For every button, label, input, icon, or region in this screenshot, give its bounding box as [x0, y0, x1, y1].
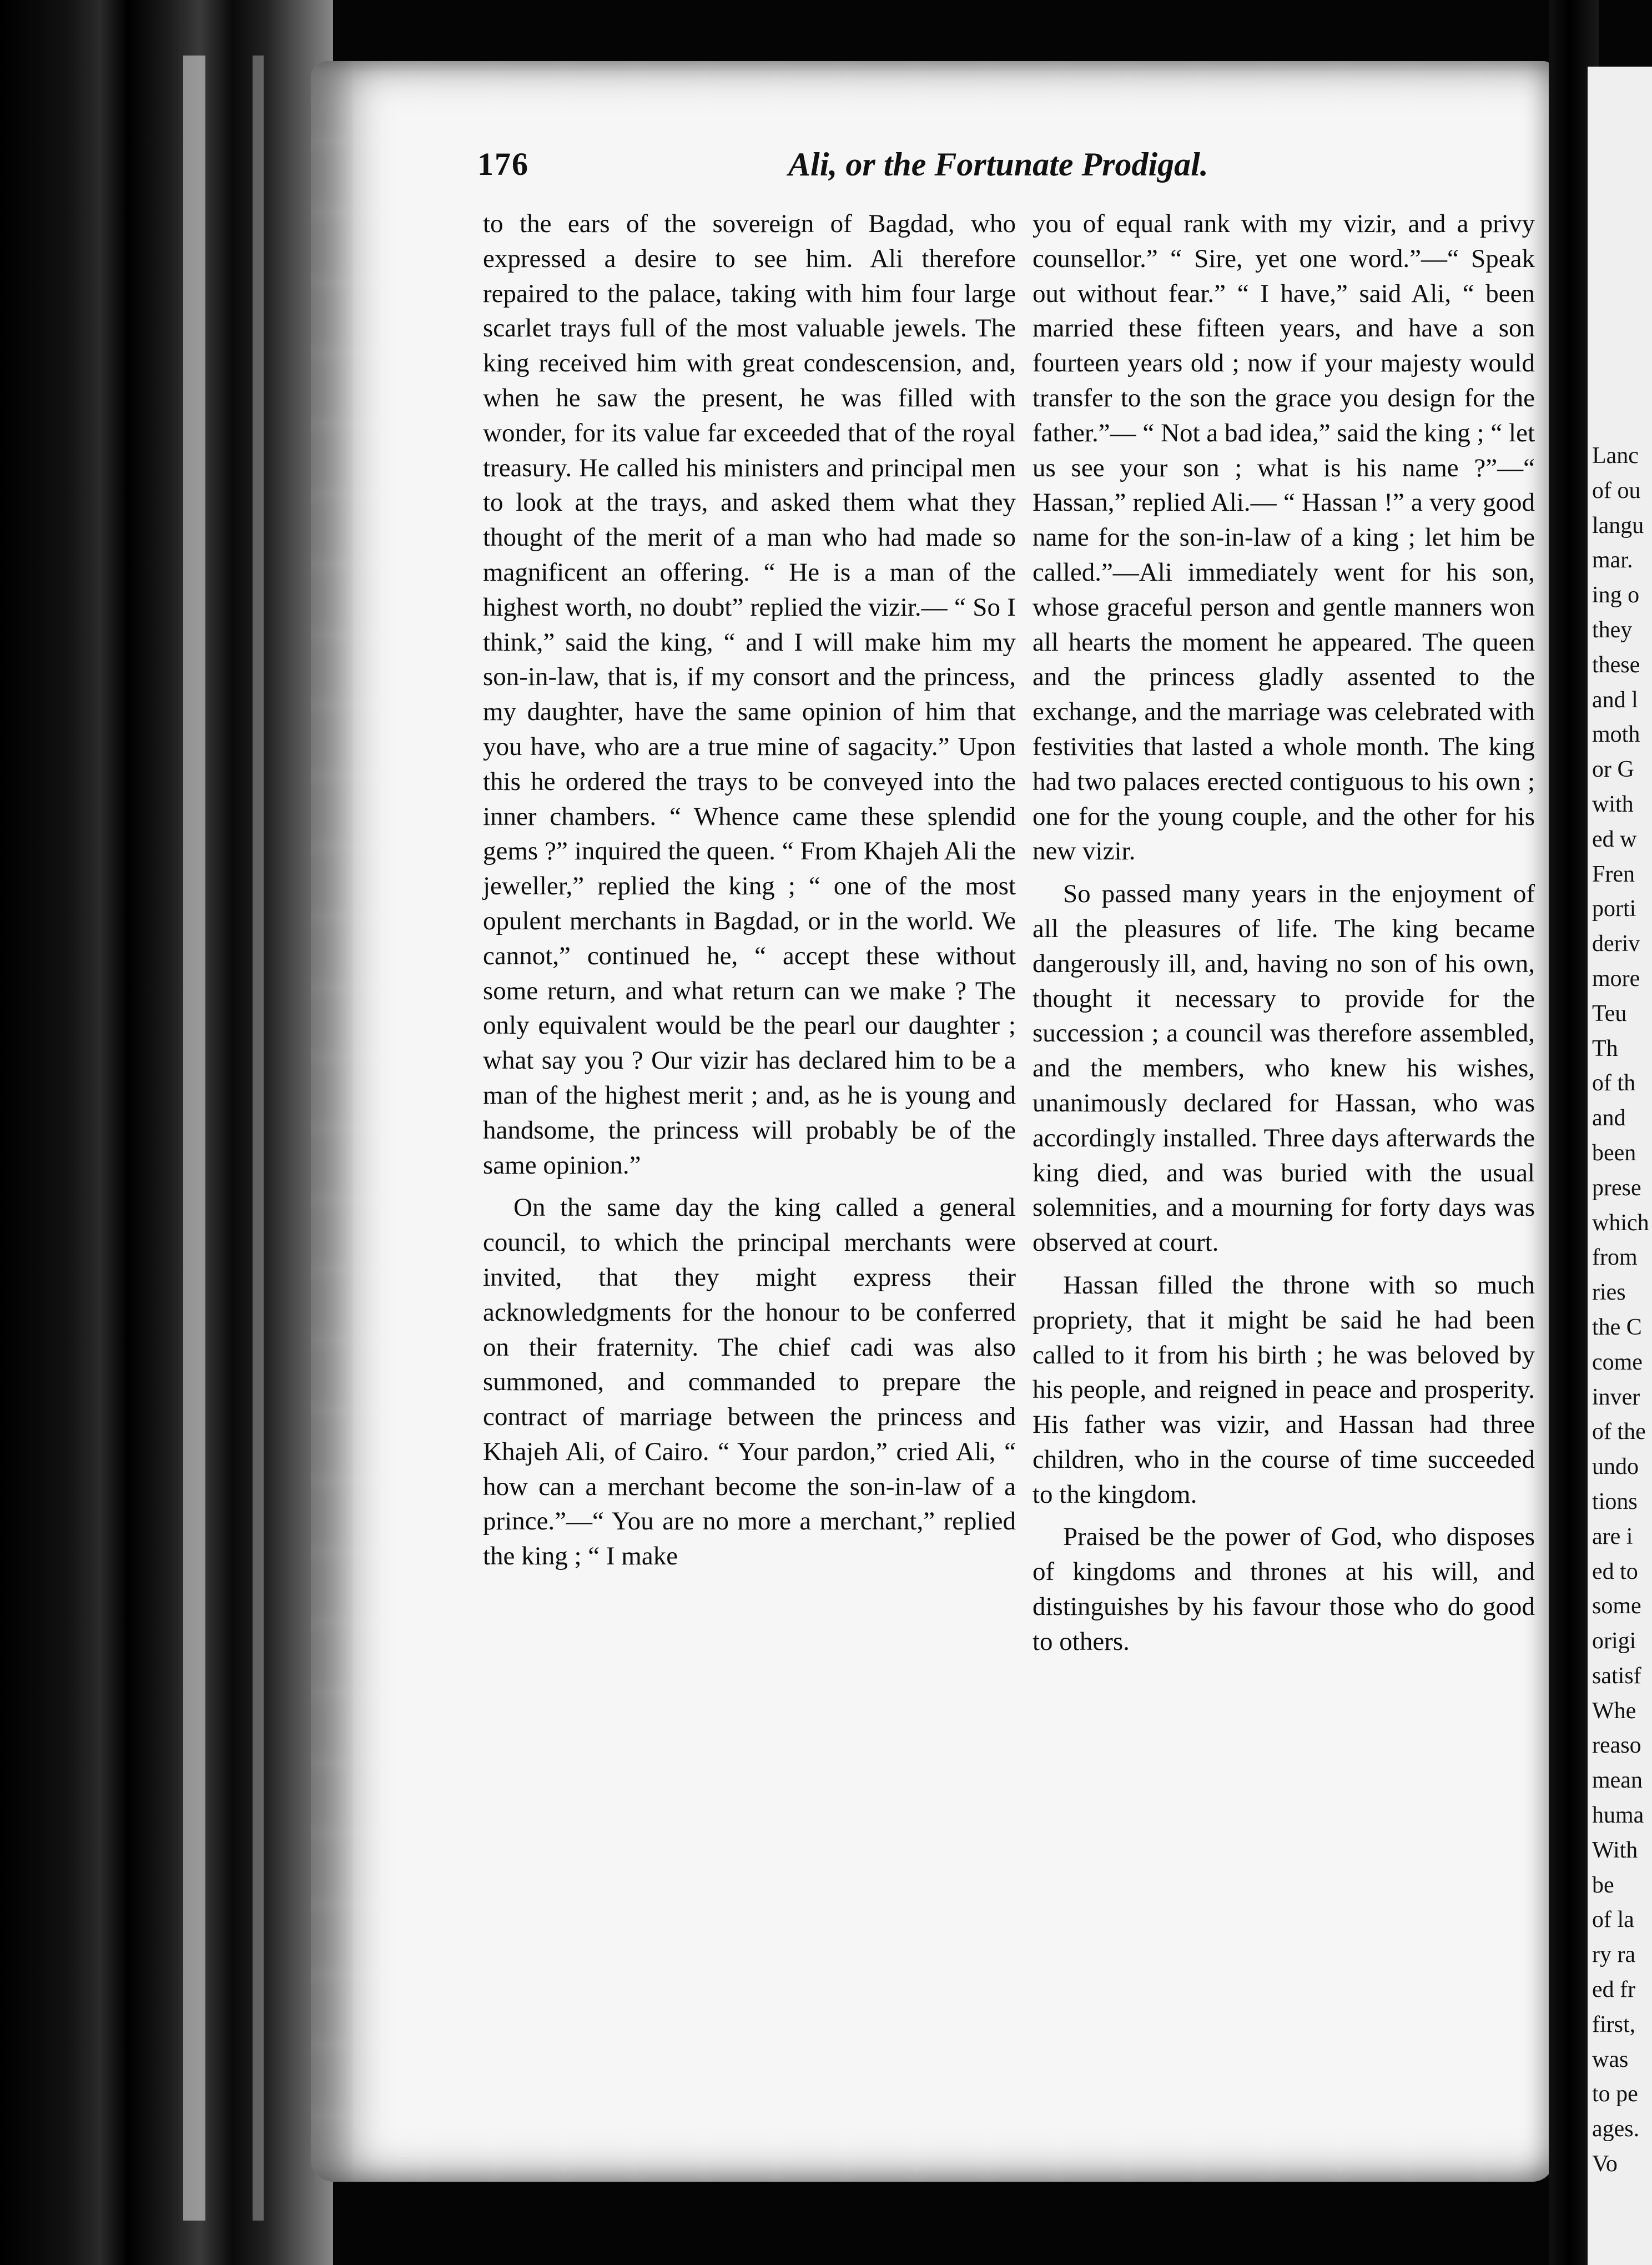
adjacent-page-line: they [1592, 617, 1633, 643]
adjacent-page-line: prese [1592, 1175, 1641, 1201]
adjacent-page-line: ed fr [1592, 1977, 1636, 2003]
page-number: 176 [477, 146, 529, 182]
page-header [477, 145, 1521, 195]
adjacent-page-line: first, [1592, 2011, 1636, 2037]
binding-highlight [183, 56, 205, 2221]
adjacent-page-line: which [1592, 1210, 1649, 1236]
adjacent-page-text [1592, 439, 1652, 2182]
adjacent-page-line: undo [1592, 1454, 1639, 1480]
adjacent-page-line: of the [1592, 1419, 1646, 1445]
adjacent-page-line: ry ra [1592, 1942, 1636, 1968]
adjacent-page-line: some [1592, 1593, 1641, 1619]
adjacent-page-line: are i [1592, 1523, 1633, 1549]
adjacent-page-line: ages. [1592, 2116, 1640, 2142]
adjacent-page-line: of la [1592, 1907, 1634, 1933]
adjacent-page-line: mean [1592, 1768, 1643, 1794]
adjacent-page-line: Teu [1592, 1000, 1627, 1026]
adjacent-page-line: be [1592, 1872, 1614, 1898]
binding-highlight [253, 56, 264, 2221]
paragraph: you of equal rank with my vizir, and a privy counsellor.” “ Sire, yet one word.”—“ Speak out without fear.” “ I have,” said Ali, “ been married these fifteen years, and have a son fourteen years old ; now if your majesty would transfer to the son the grace you design for the father.”— “ Not a bad idea,” said the king ; “ let us see your son ; what is his name ?”—“ Hassan,” replied Ali.— “ Hassan !” a very good name for the son-in-law of a king ; let him be called.”—Ali immediately went for his son, whose graceful person and gentle manners won all hearts the moment he appeared. The queen and the princess gladly assented to the exchange, and the marriage was celebrated with festivities that lasted a whole month. The king had two palaces erected contiguous to his own ; one for the young couple, and the other for his new vizir. [1032, 209, 1535, 866]
left-text-column [483, 207, 1016, 1574]
adjacent-page-line: and [1592, 1105, 1626, 1131]
adjacent-page-line: of ou [1592, 477, 1641, 504]
adjacent-page-line: ed to [1592, 1558, 1638, 1584]
adjacent-page-line: satisf [1592, 1663, 1641, 1689]
paragraph: On the same day the king called a general council, to which the principal merchants were invited, that they might express their acknowledgments for the honour to be conferred on their fraternity. The chief cadi was also summoned, and commanded to prepare the contract of marriage between the princess and Khajeh Ali, of Cairo. “ Your pardon,” cried Ali, “ how can a merchant become the son-in-law of a prince.”—“ You are no more a merchant,” replied the king ; “ I make [483, 1193, 1016, 1571]
adjacent-page-line: With [1592, 1837, 1638, 1863]
adjacent-page-line: moth [1592, 722, 1640, 748]
adjacent-page-line: from [1592, 1245, 1638, 1271]
adjacent-page-line: and l [1592, 687, 1638, 713]
adjacent-page-line: origi [1592, 1628, 1636, 1654]
adjacent-page-line: was [1592, 2046, 1629, 2072]
adjacent-page-line: been [1592, 1140, 1636, 1166]
adjacent-page-line: more [1592, 965, 1640, 991]
adjacent-page-line: deriv [1592, 931, 1640, 957]
adjacent-page-line: Fren [1592, 861, 1635, 887]
adjacent-page-line: these [1592, 652, 1640, 678]
adjacent-page-line: with [1592, 791, 1634, 817]
adjacent-page-line: the C [1592, 1314, 1642, 1340]
adjacent-page-line: Th [1592, 1035, 1618, 1061]
adjacent-page-line: of th [1592, 1070, 1636, 1096]
running-head: Ali, or the Fortunate Prodigal. [788, 146, 1208, 183]
right-text-column [1032, 207, 1535, 1659]
adjacent-page-line: tions [1592, 1488, 1638, 1514]
paragraph: Praised be the power of God, who disposes of kingdoms and thrones at his will, and distinguishes by his favour those who do good to others. [1032, 1522, 1535, 1656]
adjacent-page-line: porti [1592, 896, 1636, 922]
adjacent-page-line: ries [1592, 1280, 1626, 1306]
paragraph: So passed many years in the enjoyment of all the pleasures of life. The king became dangerously ill, and, having no son of his own, thought it necessary to provide for the succession ; a council was therefore assembled, and the members, who knew his wishes, unanimously declared for Hassan, who was accordingly installed. Three days afterwards the king died, and was buried with the usual solemnities, and a mourning for forty days was observed at court. [1032, 879, 1535, 1257]
paragraph: to the ears of the sovereign of Bagdad, who expressed a desire to see him. Ali therefore repaired to the palace, taking with him four large scarlet trays full of the most valuable jewels. The king received him with great condescension, and, when he saw the present, he was filled with wonder, for its value far exceeded that of the royal treasury. He called his ministers and principal men to look at the trays, and asked them what they thought of the merit of a man who had made so magnificent an offering. “ He is a man of the highest worth, no doubt” replied the vizir.— “ So I think,” said the king, “ and I will make him my son-in-law, that is, if my consort and the princess, my daughter, have the same opinion of him that you have, who are a true mine of sagacity.” Upon this he ordered the trays to be conveyed into the inner chambers. “ Whence came these splendid gems ?” inquired the queen. “ From Khajeh Ali the jeweller,” replied the king ; “ one of the most opulent merchants in Bagdad, or in the world. We cannot,” continued he, “ accept these without some return, and what return can we make ? The only equivalent would be the pearl our daughter ; what say you ? Our vizir has declared him to be a man of the highest merit ; and, as he is young and handsome, the princess will probably be of the same opinion.” [483, 209, 1016, 1180]
adjacent-page-line: langu [1592, 512, 1644, 538]
adjacent-page-line: reaso [1592, 1733, 1641, 1759]
book-binding-shadow [0, 0, 333, 2265]
adjacent-page-line: huma [1592, 1803, 1644, 1829]
adjacent-page-line: Whe [1592, 1698, 1636, 1724]
adjacent-page-line: come [1592, 1349, 1643, 1375]
adjacent-page-line: mar. [1592, 547, 1633, 573]
adjacent-page-line: or G [1592, 757, 1634, 783]
adjacent-page-line: Lanc [1592, 443, 1639, 469]
paragraph: Hassan filled the throne with so much propriety, that it might be said he had been called to it from his birth ; he was beloved by his people, and reigned in peace and prosperity. His father was vizir, and Hassan had three children, who in the course of time succeeded to the kingdom. [1032, 1270, 1535, 1509]
adjacent-page-line: inver [1592, 1384, 1640, 1410]
adjacent-page-line: ing o [1592, 582, 1640, 608]
adjacent-page-line: Vo [1592, 2151, 1618, 2177]
adjacent-page-line: ed w [1592, 826, 1637, 852]
adjacent-page-line: to pe [1592, 2081, 1638, 2107]
